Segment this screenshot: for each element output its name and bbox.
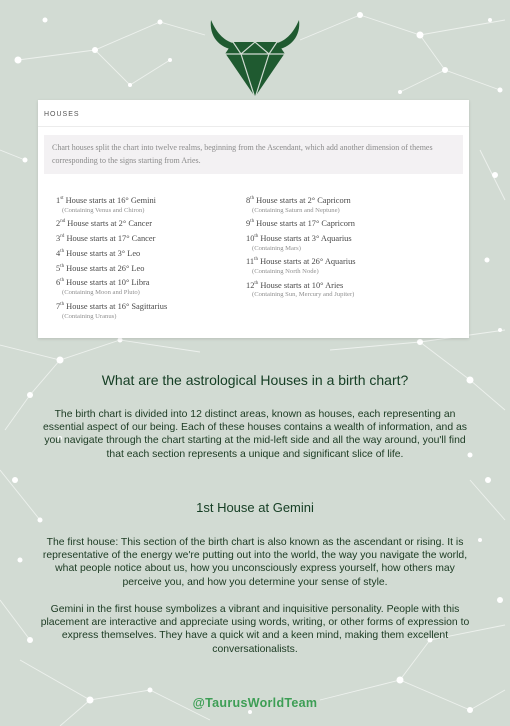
house-text: House starts at 2° Cancer [65,219,153,229]
article-body: The birth chart is divided into 12 distinct areas, known as houses, each representing an essential aspect of our being. Each of these houses contains a wealth of information, and as you navigate through the chart starting at the mid-left side and all the way around, you'll find that each section represents a unique and significant slice of life. [43,409,467,460]
house-number: 9 [246,219,251,229]
house-number: 3 [56,233,61,243]
house-ordinal: th [254,257,258,263]
house-ordinal: th [60,248,65,254]
house-number: 5 [56,263,61,273]
house-item [56,260,167,275]
house-number: 11 [246,257,255,267]
house-text: House starts at 16° Gemini [63,195,156,205]
taurus-diamond-logo-icon [207,18,303,100]
house-item [56,298,167,313]
house-text: House starts at 17° Capricorn [254,219,355,229]
house-contents: (Containing Sun, Mercury and Jupiter) [252,291,355,299]
houses-card [38,100,469,338]
house-contents: (Containing Venus and Chiron) [62,206,145,214]
house-text: House starts at 10° Aries [258,280,344,290]
house-ordinal: th [250,219,255,225]
house-ordinal: th [60,278,65,284]
section-heading: 1st House at Gemini [196,500,314,515]
house-item [246,230,356,245]
house-ordinal: th [60,301,65,307]
house-text: House starts at 2° Capricorn [254,195,351,205]
houses-list-right [246,192,356,300]
house-text: House starts at 3° Leo [64,248,141,258]
house-item [246,215,356,230]
section-paragraph-1: The first house: This section of the birth chart is also known as the ascendant or rising. It is representative of the energy we're putting out into the world, the way you navigate the world, what people notice about us, how you unconsciously express yourself, how others may perceive you, and how you determine your sense of style. [42,537,468,588]
house-number: 4 [56,248,61,258]
house-number: 2 [56,219,61,229]
house-ordinal: th [250,196,255,201]
house-ordinal: st [60,196,64,201]
house-text: House starts at 26° Aquarius [257,257,356,267]
house-text: House starts at 10° Libra [64,278,150,288]
house-text: House starts at 3° Aquarius [258,233,352,243]
house-item [56,274,167,289]
house-contents: (Containing Mars) [252,244,301,252]
footer-handle: @TaurusWorldTeam [192,696,318,710]
house-number: 10 [246,233,255,243]
card-title: HOUSES [44,111,80,118]
article-heading: What are the astrological Houses in a birth chart? [101,372,409,388]
house-contents: (Containing Saturn and Neptune) [252,206,340,214]
house-item [56,245,167,260]
house-contents: (Containing Moon and Pluto) [62,289,140,297]
house-number: 7 [56,301,61,311]
house-number: 6 [56,278,61,288]
divider [38,126,469,127]
house-ordinal: th [254,234,259,240]
house-item [246,192,356,207]
house-item [56,192,167,207]
house-text: House starts at 26° Leo [64,263,145,273]
house-ordinal: th [60,263,65,269]
house-number: 12 [246,280,255,290]
houses-list-left [56,192,167,321]
house-item [246,253,356,268]
house-item [56,215,167,230]
house-ordinal: rd [60,234,65,240]
house-ordinal: th [254,280,259,286]
houses-intro: Chart houses split the chart into twelve realms, beginning from the Ascendant, which add another dimension of themes corresponding to the signs starting from Aries. [44,135,463,174]
house-contents: (Containing North Node) [252,268,319,276]
house-text: House starts at 16° Sagittarius [64,301,168,311]
house-item [246,277,356,292]
house-ordinal: nd [60,219,66,225]
house-text: House starts at 17° Cancer [64,233,156,243]
section-paragraph-2: Gemini in the first house symbolizes a vibrant and inquisitive personality. People with this placement are interactive and appreciate using words, writing, or other forms of expression to express themselves. They have a quick wit and a keen mind, making them excellent conversationalists. [40,604,470,655]
house-number: 8 [246,195,251,205]
house-contents: (Containing Uranus) [62,312,117,320]
house-item [56,230,167,245]
house-number: 1 [56,195,61,205]
